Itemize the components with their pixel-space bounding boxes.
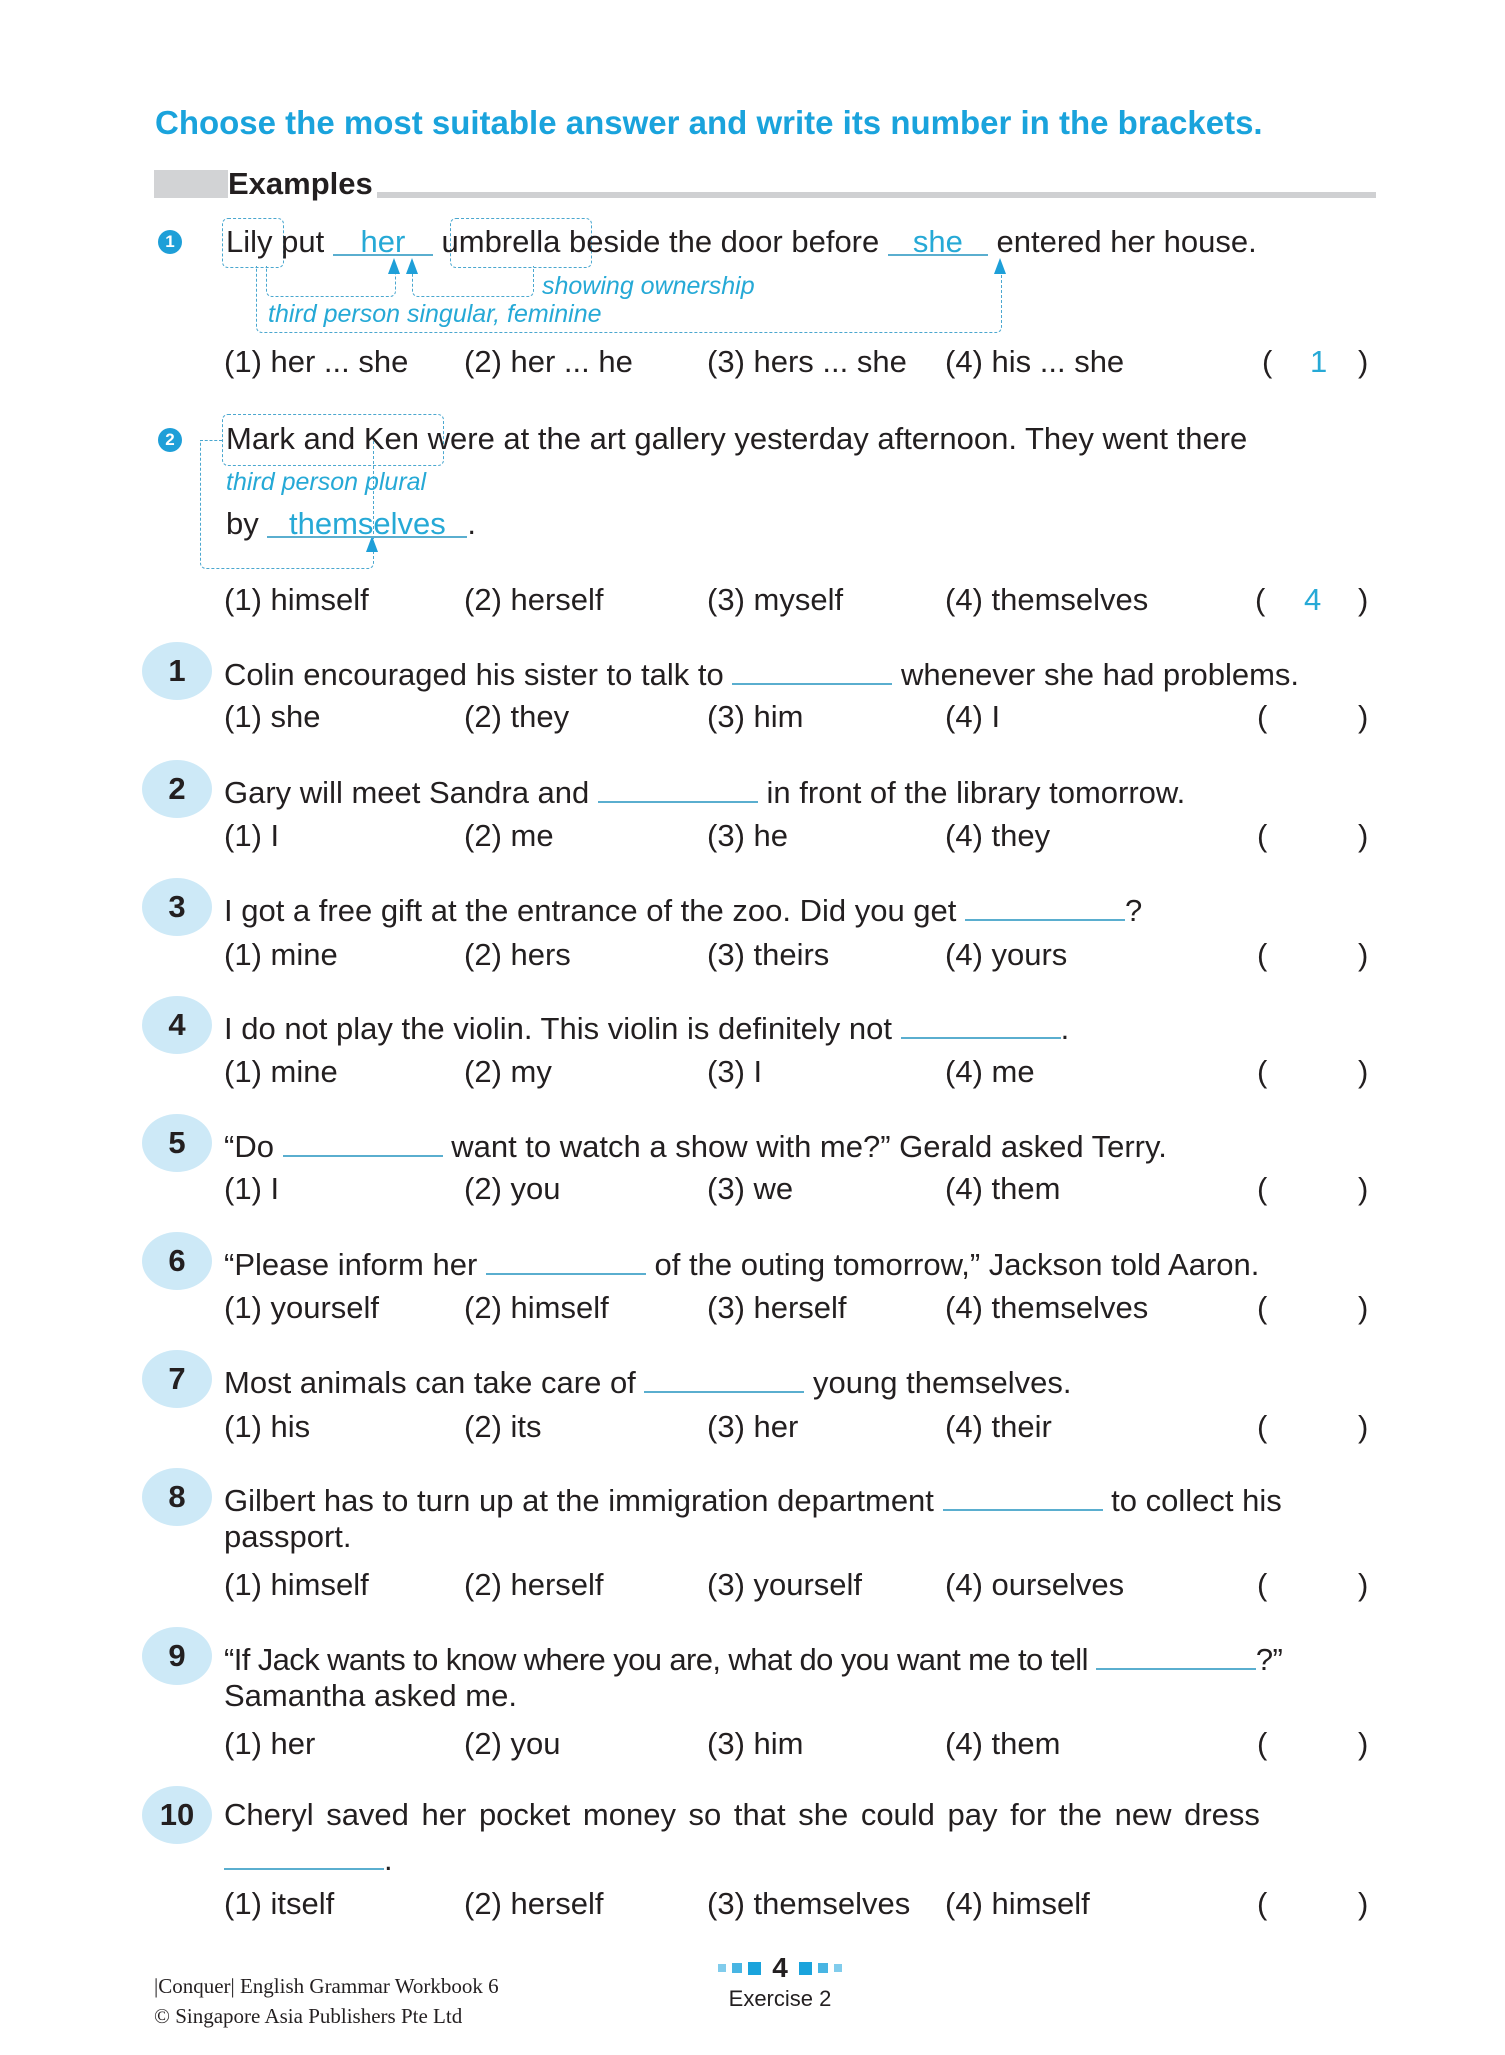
question-3-option-1: (1) mine [224,937,338,972]
bracket-open: ( [1262,344,1273,379]
question-2-text [224,771,1185,811]
bracket-open: ( [1257,1567,1268,1602]
question-1-option-3: (3) him [707,699,804,734]
bracket-close: ) [1358,937,1369,972]
question-7-option-3: (3) her [707,1409,799,1444]
instruction-heading: Choose the most suitable answer and write its number in the brackets. [155,104,1263,141]
examples-header-bar [154,166,1376,201]
question-number-badge: 7 [142,1350,212,1408]
question-9-option-1: (1) her [224,1726,316,1761]
connector-markken-themselves [200,440,374,569]
answer-bracket-field[interactable] [1285,1171,1345,1207]
example-1-sentence [226,224,1257,260]
question-10-option-4: (4) himself [945,1886,1090,1921]
example-2-badge: 2 [158,428,182,452]
question-4-option-2: (2) my [464,1054,552,1089]
question-4-option-3: (3) I [707,1054,763,1089]
decorative-square-icon [834,1964,842,1972]
bracket-close: ) [1358,1054,1369,1089]
answer-blank[interactable] [1096,1638,1256,1670]
question-text-before: Gary will meet Sandra and [224,775,590,810]
bracket-open: ( [1257,1290,1268,1325]
page-number-block [700,1952,860,1984]
arrow-up-icon [994,258,1006,274]
question-2-option-4: (4) they [945,818,1051,853]
question-text-before: Most animals can take care of [224,1365,636,1400]
question-5-option-4: (4) them [945,1171,1061,1206]
question-1-text [224,653,1299,693]
example-2-blank [267,506,467,541]
question-text-before: “Do [224,1129,274,1164]
bracket-open: ( [1257,699,1268,734]
question-text-after: ?” [1255,1642,1283,1677]
example-1-option-2: (2) her ... he [464,344,633,379]
question-9-option-3: (3) him [707,1726,804,1761]
question-5-option-3: (3) we [707,1171,794,1206]
question-text-before: I got a free gift at the entrance of the zoo. Did you get [224,893,957,928]
bracket-close: ) [1358,1171,1369,1206]
bracket-open: ( [1257,1171,1268,1206]
bracket-close: ) [1358,1567,1369,1602]
question-text-before: I do not play the violin. This violin is definitely not [224,1011,893,1046]
sentence-middle: beside the door before [569,224,880,259]
footer-book-title: |Conquer| English Grammar Workbook 6 [154,1974,499,1998]
answer-bracket-field[interactable] [1285,818,1345,854]
examples-bar-block [154,170,228,198]
question-text-before: “If Jack wants to know where you are, what do you want me to tell [224,1642,1088,1677]
question-10-continuation [224,1838,393,1878]
question-8-option-4: (4) ourselves [945,1567,1125,1602]
question-text-after: want to watch a show with me?” Gerald asked Terry. [451,1129,1167,1164]
question-9-text [224,1638,1282,1678]
question-10-option-3: (3) themselves [707,1886,911,1921]
example-1-option-1: (1) her ... she [224,344,409,379]
arrow-up-icon [406,258,418,274]
question-9-continuation: Samantha asked me. [224,1678,517,1713]
example-1-badge: 1 [158,230,182,254]
word-by: by [226,506,259,541]
answer-bracket-field[interactable] [1285,1054,1345,1090]
example-1-blank-1 [333,224,433,259]
question-7-text [224,1361,1072,1401]
bracket-open: ( [1257,937,1268,972]
example-1-option-3: (3) hers ... she [707,344,907,379]
question-text-after: whenever she had problems. [900,657,1300,692]
answer-blank[interactable] [224,1838,384,1870]
question-number-badge: 8 [142,1468,212,1526]
question-4-text [224,1007,1069,1047]
question-3-text [224,889,1142,929]
example-2-option-1: (1) himself [224,582,369,617]
example-2-option-2: (2) herself [464,582,604,617]
word-lily: Lily [226,224,273,259]
answer-bracket-field[interactable] [1285,1290,1345,1326]
example-2-option-3: (3) myself [707,582,844,617]
answer-blank[interactable] [732,653,892,685]
example-2-answer[interactable]: 4 [1304,582,1322,617]
decorative-square-icon [732,1963,742,1973]
page-number: 4 [772,1952,788,1983]
question-6-option-4: (4) themselves [945,1290,1149,1325]
word-put: put [281,224,325,259]
question-8-option-1: (1) himself [224,1567,369,1602]
question-10-text [224,1797,1260,1833]
question-4-option-1: (1) mine [224,1054,338,1089]
question-8-option-3: (3) yourself [707,1567,863,1602]
example-2-option-4: (4) themselves [945,582,1149,617]
sentence-middle: were at the art gallery yesterday afternoon. They went there [427,421,1248,456]
question-5-option-1: (1) I [224,1171,280,1206]
question-3-option-2: (2) hers [464,937,571,972]
question-number-badge: 3 [142,878,212,936]
question-8-text [224,1479,1282,1519]
answer-blank[interactable] [644,1361,804,1393]
answer-she: she [912,224,963,259]
word-umbrella: umbrella [441,224,561,259]
answer-blank[interactable] [598,771,758,803]
question-7-option-1: (1) his [224,1409,311,1444]
question-9-option-4: (4) them [945,1726,1061,1761]
question-text-after: in front of the library tomorrow. [766,775,1186,810]
examples-divider [228,192,1376,198]
example-1-blank-2 [888,224,988,259]
bracket-close: ) [1358,1726,1369,1761]
answer-her: her [360,224,406,259]
phrase-mark-and-ken: Mark and Ken [226,421,419,456]
bracket-open: ( [1257,1886,1268,1921]
bracket-open: ( [1257,1726,1268,1761]
example-2-sentence-continued [226,506,476,542]
answer-blank[interactable] [486,1243,646,1275]
question-number-badge: 4 [142,996,212,1054]
question-text-before: Cheryl saved her pocket money so that she could pay for the new dress [224,1797,1260,1832]
question-number-badge: 2 [142,760,212,818]
question-text-after: to collect his [1111,1483,1282,1518]
question-2-option-3: (3) he [707,818,788,853]
question-6-text [224,1243,1259,1283]
bracket-open: ( [1257,1054,1268,1089]
question-number-badge: 10 [142,1786,212,1844]
arrow-up-icon [388,258,400,274]
example-1-option-4: (4) his ... she [945,344,1125,379]
question-1-option-4: (4) I [945,699,1001,734]
bracket-close: ) [1358,1886,1369,1921]
answer-bracket-field[interactable] [1285,1886,1345,1922]
question-8-option-2: (2) herself [464,1567,604,1602]
decorative-square-icon [818,1963,828,1973]
question-text-before: “Please inform her [224,1247,478,1282]
sentence-end: entered her house. [996,224,1257,259]
bracket-close: ) [1358,344,1369,379]
answer-bracket-field[interactable] [1285,1409,1345,1445]
answer-bracket-field[interactable] [1285,937,1345,973]
answer-bracket-field[interactable] [1285,1726,1345,1762]
question-7-option-4: (4) their [945,1409,1052,1444]
question-5-text [224,1125,1167,1165]
question-text-after: of the outing tomorrow,” Jackson told Aaron. [654,1247,1260,1282]
bracket-open: ( [1257,818,1268,853]
question-number-badge: 6 [142,1232,212,1290]
example-1-answer[interactable]: 1 [1310,344,1328,379]
example-2-sentence [226,421,1247,457]
decorative-square-icon [718,1964,726,1972]
question-text-after: . [1060,1011,1070,1046]
question-8-continuation: passport. [224,1519,352,1554]
question-6-option-2: (2) himself [464,1290,609,1325]
question-9-option-2: (2) you [464,1726,561,1761]
question-6-option-1: (1) yourself [224,1290,380,1325]
bracket-open: ( [1255,582,1266,617]
question-10-option-2: (2) herself [464,1886,604,1921]
examples-label: Examples [228,166,377,202]
question-6-option-3: (3) herself [707,1290,847,1325]
answer-blank[interactable] [965,889,1125,921]
question-text-before: Gilbert has to turn up at the immigration department [224,1483,934,1518]
bracket-close: ) [1358,818,1369,853]
question-text-after: ? [1125,893,1143,928]
question-number-badge: 1 [142,642,212,700]
exercise-label: Exercise 2 [728,1986,832,2011]
bracket-close: ) [1358,582,1369,617]
decorative-square-icon [748,1962,761,1975]
question-text-after: . [384,1842,393,1877]
answer-blank[interactable] [283,1125,443,1157]
answer-blank[interactable] [943,1479,1103,1511]
question-1-option-1: (1) she [224,699,321,734]
question-2-option-1: (1) I [224,818,280,853]
period: . [467,506,476,541]
answer-bracket-field[interactable] [1285,699,1345,735]
annotation-third-person-plural: third person plural [226,468,427,496]
bracket-close: ) [1358,1290,1369,1325]
question-3-option-4: (4) yours [945,937,1068,972]
annotation-third-person-singular: third person singular, feminine [268,300,602,328]
answer-bracket-field[interactable] [1285,1567,1345,1603]
answer-themselves: themselves [288,506,446,541]
annotation-showing-ownership: showing ownership [542,272,755,300]
decorative-square-icon [799,1962,812,1975]
question-number-badge: 9 [142,1627,212,1685]
question-text-after: young themselves. [813,1365,1072,1400]
bracket-open: ( [1257,1409,1268,1444]
question-text-before: Colin encouraged his sister to talk to [224,657,724,692]
bracket-close: ) [1358,699,1369,734]
question-number-badge: 5 [142,1114,212,1172]
answer-blank[interactable] [901,1007,1061,1039]
question-2-option-2: (2) me [464,818,554,853]
question-10-option-1: (1) itself [224,1886,335,1921]
question-7-option-2: (2) its [464,1409,542,1444]
question-5-option-2: (2) you [464,1171,561,1206]
question-4-option-4: (4) me [945,1054,1035,1089]
footer-copyright: © Singapore Asia Publishers Pte Ltd [154,2004,463,2028]
question-1-option-2: (2) they [464,699,570,734]
question-3-option-3: (3) theirs [707,937,830,972]
bracket-close: ) [1358,1409,1369,1444]
